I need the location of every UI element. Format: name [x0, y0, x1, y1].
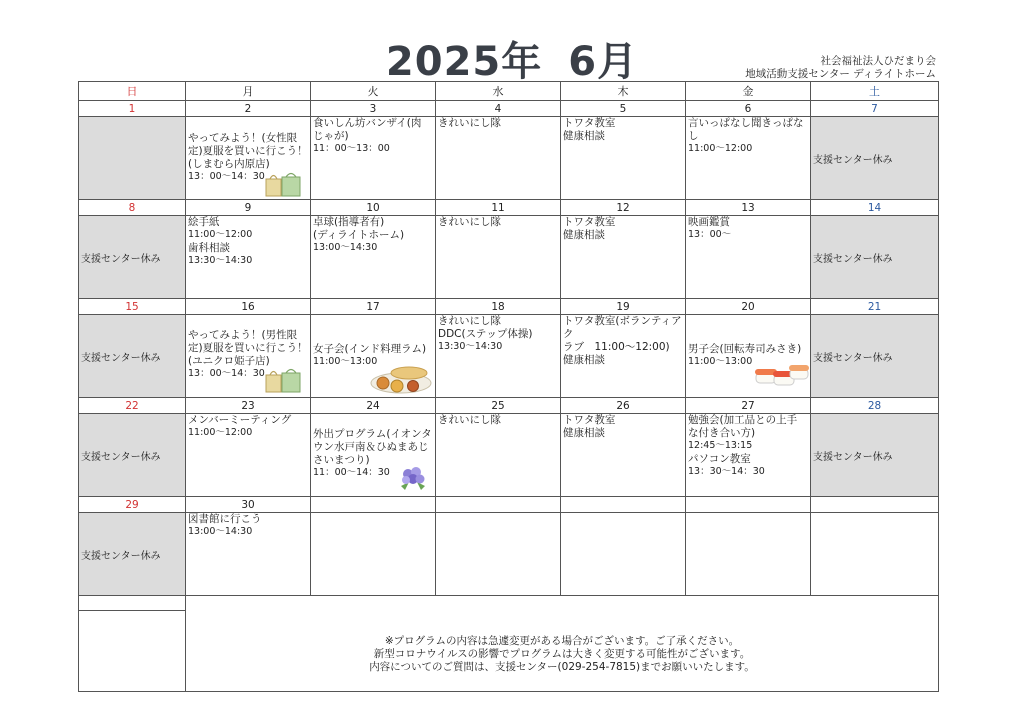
date-number: 6 [686, 101, 811, 117]
event-line: 映画鑑賞 [688, 216, 730, 228]
day-cell-closed [811, 315, 939, 398]
event-line: きれいにし隊 [438, 216, 501, 228]
date-number: 11 [436, 200, 561, 216]
date-row [79, 101, 939, 117]
year-text: 2025年 [385, 39, 543, 85]
event-time: 13：00～14：30 [188, 171, 265, 182]
org-name: 社会福祉法人ひだまり会 [820, 55, 936, 67]
date-number: 9 [186, 200, 311, 216]
event-line: 健康相談 [563, 354, 605, 366]
day-cell [561, 117, 686, 200]
closed-label: 支援センター休み [81, 253, 161, 265]
date-number-empty [436, 497, 561, 513]
event-line: DDC(ステップ体操) [438, 328, 533, 340]
day-cell [686, 117, 811, 200]
event-line: じゃが) [313, 130, 349, 142]
weekday-wed: 水 [436, 82, 561, 101]
date-number: 2 [186, 101, 311, 117]
event-time: 13：30～14：30 [688, 465, 765, 477]
day-cell-empty [79, 117, 186, 200]
sushi-icon [752, 363, 810, 389]
day-cell [436, 315, 561, 398]
shopping-bags-icon [264, 171, 304, 197]
day-cell-closed [811, 414, 939, 497]
closed-label: 支援センター休み [813, 451, 893, 463]
closed-label: 支援センター休み [813, 253, 893, 265]
closed-label: 支援センター休み [813, 352, 893, 364]
day-cell-closed [811, 216, 939, 299]
date-number: 21 [811, 299, 939, 315]
event-time: 11:00～12:00 [688, 143, 753, 154]
weekday-thu: 木 [561, 82, 686, 101]
date-number: 13 [686, 200, 811, 216]
event-row [79, 216, 939, 299]
event-line: トワタ教室(ボランティアク [563, 315, 682, 340]
date-number-empty [811, 497, 939, 513]
weekday-tue: 火 [311, 82, 436, 101]
event-line: 女子会(インド料理ラム) [313, 343, 427, 355]
weekday-mon: 月 [186, 82, 311, 101]
date-number: 17 [311, 299, 436, 315]
day-cell [561, 216, 686, 299]
date-row [79, 398, 939, 414]
date-row [79, 299, 939, 315]
date-number: 8 [79, 200, 186, 216]
date-number: 5 [561, 101, 686, 117]
day-cell [311, 117, 436, 200]
shopping-bags-icon [264, 367, 304, 393]
event-line: 勉強会(加工品との上手 [688, 414, 798, 426]
date-number: 4 [436, 101, 561, 117]
day-cell-closed [79, 513, 186, 596]
event-time: 11：00～13：00 [313, 143, 390, 154]
event-time: 11:00～12:00 [188, 427, 253, 438]
note-line: ※プログラムの内容は急遽変更がある場合がございます。ご了承ください。 [384, 635, 740, 647]
day-cell [186, 414, 311, 497]
note-line: 内容についてのご質問は、支援センター(029-254-7815)までお願いいたします。 [369, 661, 755, 673]
event-line: 卓球(指導者有) [313, 216, 385, 228]
closed-label: 支援センター休み [81, 550, 161, 562]
event-line: (ユニクロ姫子店) [188, 355, 270, 367]
event-time: 13：00～ [688, 229, 732, 240]
event-line: 図書館に行こう [188, 513, 262, 525]
day-cell [561, 315, 686, 398]
date-number-empty [686, 497, 811, 513]
day-cell [186, 315, 311, 398]
event-line: 食いしん坊バンザイ(肉 [313, 117, 422, 129]
month-text: 6月 [568, 39, 639, 85]
note-line: 新型コロナウイルスの影響でプログラムは大きく変更する可能性がございます。 [373, 648, 751, 660]
day-cell-empty [311, 513, 436, 596]
day-cell [436, 414, 561, 497]
day-cell-closed [79, 414, 186, 497]
date-row [79, 200, 939, 216]
event-line: 外出プログラム(イオンタ [313, 428, 432, 440]
event-line: 健康相談 [563, 427, 605, 439]
calendar-table [78, 81, 939, 692]
event-line: パソコン教室 [688, 452, 751, 465]
event-line: 定)夏服を買いに行こう！ [188, 145, 308, 157]
event-line: きれいにし隊 [438, 315, 501, 327]
closed-label: 支援センター休み [813, 154, 893, 166]
date-number: 19 [561, 299, 686, 315]
notes-left-spacer [79, 596, 186, 611]
event-line: トワタ教室 [563, 414, 616, 426]
date-number: 26 [561, 398, 686, 414]
event-line: 男子会(回転寿司みさき) [688, 343, 802, 355]
date-number: 29 [79, 497, 186, 513]
event-time: 13:00～14:30 [188, 526, 253, 537]
event-line: トワタ教室 [563, 117, 616, 129]
day-cell-closed [79, 216, 186, 299]
notes-left-cell [79, 611, 186, 692]
event-time: 13:00～14:30 [313, 242, 378, 253]
day-cell [311, 414, 436, 497]
event-line: 健康相談 [563, 130, 605, 142]
event-time: 13:30～14:30 [438, 341, 503, 352]
notes-box [186, 596, 939, 692]
event-line: やってみよう！(男性限 [188, 329, 298, 341]
event-row [79, 117, 939, 200]
event-time: 11:00～13:00 [688, 356, 753, 367]
date-number: 15 [79, 299, 186, 315]
closed-label: 支援センター休み [81, 451, 161, 463]
date-number: 23 [186, 398, 311, 414]
event-line: さいまつり) [313, 454, 370, 466]
event-row [79, 414, 939, 497]
date-number: 16 [186, 299, 311, 315]
day-cell [686, 315, 811, 398]
day-cell [561, 414, 686, 497]
day-cell [436, 216, 561, 299]
day-cell [186, 117, 311, 200]
event-time: 11:00～12:00 [188, 229, 253, 240]
date-number: 14 [811, 200, 939, 216]
center-name: 地域活動支援センター ディライトホーム [745, 68, 936, 80]
weekday-sat: 土 [811, 82, 939, 101]
weekday-sun: 日 [79, 82, 186, 101]
date-row [79, 497, 939, 513]
event-line: 健康相談 [563, 229, 605, 241]
event-line: (しまむら内原店) [188, 158, 270, 170]
date-number: 24 [311, 398, 436, 414]
event-line: ウン水戸南＆ひぬまあじ [313, 441, 429, 453]
event-line: 定)夏服を買いに行こう！ [188, 342, 308, 354]
event-time: 11：00～14：30 [313, 467, 390, 478]
event-line: きれいにし隊 [438, 414, 501, 426]
date-number-empty [311, 497, 436, 513]
date-number-empty [561, 497, 686, 513]
event-line: (ディライトホーム) [313, 229, 405, 241]
event-time: 11:00～13:00 [313, 356, 378, 367]
day-cell [311, 216, 436, 299]
day-cell [686, 414, 811, 497]
event-row [79, 513, 939, 596]
day-cell [186, 513, 311, 596]
date-number: 30 [186, 497, 311, 513]
day-cell-closed [79, 315, 186, 398]
day-cell-empty [686, 513, 811, 596]
date-number: 1 [79, 101, 186, 117]
day-cell [436, 117, 561, 200]
notes-spacer-row [79, 596, 939, 611]
day-cell [186, 216, 311, 299]
date-number: 22 [79, 398, 186, 414]
event-time: 12:45～13:15 [688, 440, 753, 451]
date-number: 27 [686, 398, 811, 414]
event-line: トワタ教室 [563, 216, 616, 228]
day-cell-empty [436, 513, 561, 596]
event-line: 歯科相談 [188, 241, 230, 254]
event-line: きれいにし隊 [438, 117, 501, 129]
event-line: やってみよう！(女性限 [188, 132, 298, 144]
day-cell [686, 216, 811, 299]
event-line: 言いっぱなし聞きっぱなし [688, 117, 804, 142]
date-number: 3 [311, 101, 436, 117]
date-number: 7 [811, 101, 939, 117]
hydrangea-icon [395, 464, 431, 492]
event-line: な付き合い方) [688, 427, 756, 439]
event-line: メンバーミーティング [188, 414, 292, 426]
indian-food-icon [369, 363, 433, 395]
organization-info [745, 55, 936, 81]
event-time: 13:30～14:30 [188, 254, 253, 266]
date-number: 12 [561, 200, 686, 216]
event-line: ラブ 11:00～12:00) [563, 341, 670, 353]
closed-label: 支援センター休み [81, 352, 161, 364]
weekday-fri: 金 [686, 82, 811, 101]
event-row [79, 315, 939, 398]
date-number: 18 [436, 299, 561, 315]
date-number: 25 [436, 398, 561, 414]
day-cell-empty [811, 513, 939, 596]
day-cell-empty [561, 513, 686, 596]
event-time: 13：00～14：30 [188, 368, 265, 379]
date-number: 10 [311, 200, 436, 216]
day-cell-closed [811, 117, 939, 200]
day-cell [311, 315, 436, 398]
date-number: 20 [686, 299, 811, 315]
date-number: 28 [811, 398, 939, 414]
event-line: 絵手紙 [188, 216, 220, 228]
weekday-header-row [79, 82, 939, 101]
